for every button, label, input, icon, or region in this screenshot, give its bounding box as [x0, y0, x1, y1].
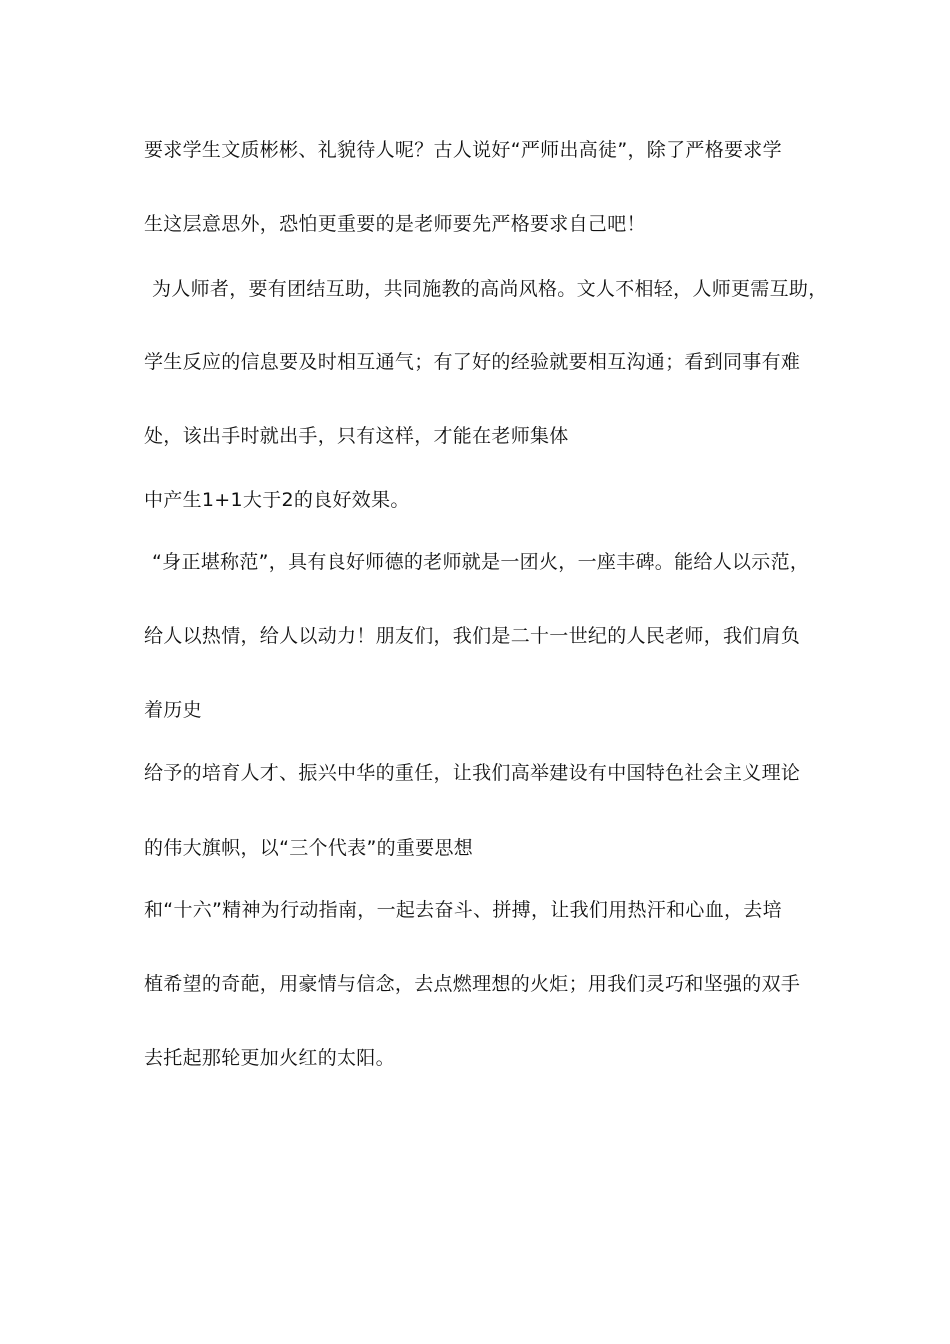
- text-line-9: 着历史: [144, 699, 202, 721]
- text-line-14: 去托起那轮更加火红的太阳。: [144, 1047, 395, 1069]
- text-line-12: 和“十六”精神为行动指南，一起去奋斗、拼搏，让我们用热汗和心血，去培: [144, 899, 782, 921]
- text-line-2: 生这层意思外，恐怕更重要的是老师要先严格要求自己吧！: [144, 213, 646, 235]
- text-line-1: 要求学生文质彬彬、礼貌待人呢？古人说好“严师出高徒”，除了严格要求学: [144, 139, 782, 161]
- text-line-3: 为人师者，要有团结互助，共同施教的高尚风格。文人不相轻，人师更需互助，: [152, 278, 828, 300]
- text-line-8: 给人以热情，给人以动力！朋友们，我们是二十一世纪的人民老师，我们肩负: [144, 625, 801, 647]
- text-line-7: “身正堪称范”，具有良好师德的老师就是一团火，一座丰碑。能给人以示范，: [152, 551, 810, 573]
- text-line-6: 中产生1+1大于2的良好效果。: [144, 489, 410, 511]
- text-line-4: 学生反应的信息要及时相互通气；有了好的经验就要相互沟通；看到同事有难: [144, 351, 801, 373]
- text-line-11: 的伟大旗帜，以“三个代表”的重要思想: [144, 837, 474, 859]
- text-line-10: 给予的培育人才、振兴中华的重任，让我们高举建设有中国特色社会主义理论: [144, 762, 801, 784]
- text-line-13: 植希望的奇葩，用豪情与信念，去点燃理想的火炬；用我们灵巧和坚强的双手: [144, 973, 801, 995]
- text-line-5: 处，该出手时就出手，只有这样，才能在老师集体: [144, 425, 569, 447]
